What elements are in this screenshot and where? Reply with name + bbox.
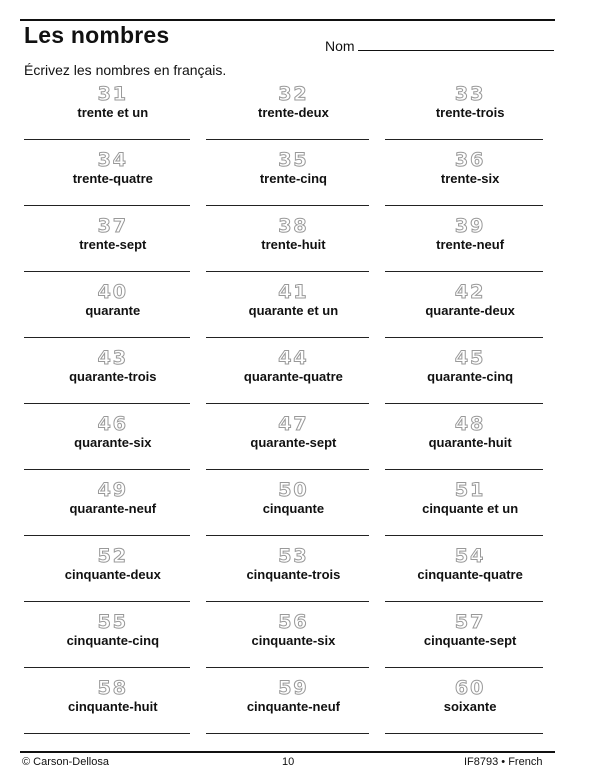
number-word: trente-six — [440, 171, 500, 186]
outlined-number: 55 — [97, 611, 129, 633]
number-word: trente et un — [77, 105, 149, 120]
answer-line[interactable] — [206, 337, 370, 338]
number-word: trente-deux — [258, 105, 329, 120]
number-item — [204, 280, 384, 346]
outlined-number: 32 — [278, 83, 309, 105]
instruction-text: Écrivez les nombres en français. — [24, 62, 227, 78]
outlined-number: 50 — [278, 479, 309, 501]
answer-line[interactable] — [206, 403, 370, 404]
answer-line[interactable] — [24, 271, 190, 272]
number-word: trente-neuf — [436, 237, 505, 252]
answer-line[interactable] — [206, 667, 370, 668]
number-item — [22, 148, 204, 214]
number-word: cinquante-trois — [246, 567, 341, 582]
outlined-number: 40 — [97, 281, 129, 303]
outlined-number: 39 — [454, 215, 486, 237]
number-grid — [22, 82, 557, 742]
number-item — [22, 280, 204, 346]
outlined-number: 34 — [97, 149, 129, 171]
answer-line[interactable] — [24, 667, 190, 668]
number-word: cinquante-neuf — [246, 699, 340, 714]
grid-row — [22, 544, 557, 610]
number-item — [22, 412, 204, 478]
number-word: trente-huit — [261, 237, 326, 252]
grid-row — [22, 214, 557, 280]
number-word: quarante-cinq — [427, 369, 514, 384]
number-item — [204, 214, 384, 280]
number-word: trente-quatre — [72, 171, 153, 186]
number-item — [22, 82, 204, 148]
answer-line[interactable] — [385, 271, 543, 272]
number-item — [204, 544, 384, 610]
number-word: trente-cinq — [259, 171, 327, 186]
number-item — [383, 280, 557, 346]
number-item — [204, 82, 384, 148]
page-title: Les nombres — [24, 22, 170, 48]
outlined-number: 58 — [97, 677, 129, 699]
number-word: cinquante-sept — [423, 633, 517, 648]
answer-line[interactable] — [24, 535, 190, 536]
number-item — [22, 544, 204, 610]
answer-line[interactable] — [206, 601, 370, 602]
number-item — [383, 148, 557, 214]
outlined-number: 49 — [97, 479, 129, 501]
number-item — [204, 148, 384, 214]
number-item — [383, 676, 557, 742]
grid-row — [22, 82, 557, 148]
name-field[interactable] — [358, 50, 554, 51]
answer-line[interactable] — [206, 469, 370, 470]
number-item — [22, 346, 204, 412]
number-word: quarante-quatre — [243, 369, 343, 384]
answer-line[interactable] — [24, 205, 190, 206]
answer-line[interactable] — [24, 469, 190, 470]
outlined-number: 45 — [454, 347, 486, 369]
answer-line[interactable] — [206, 535, 370, 536]
answer-line[interactable] — [385, 667, 543, 668]
number-item — [383, 214, 557, 280]
number-word: quarante-six — [74, 435, 152, 450]
outlined-number: 46 — [97, 413, 129, 435]
outlined-number: 33 — [454, 83, 486, 105]
answer-line[interactable] — [385, 205, 543, 206]
answer-line[interactable] — [24, 601, 190, 602]
answer-line[interactable] — [24, 403, 190, 404]
grid-row — [22, 148, 557, 214]
number-word: soixante — [443, 699, 497, 714]
answer-line[interactable] — [24, 337, 190, 338]
number-word: quarante-huit — [428, 435, 512, 450]
top-rule — [20, 19, 555, 21]
grid-row — [22, 478, 557, 544]
outlined-number: 41 — [278, 281, 309, 303]
answer-line[interactable] — [385, 535, 543, 536]
number-item — [204, 478, 384, 544]
number-item — [383, 346, 557, 412]
number-item — [204, 676, 384, 742]
name-label: Nom — [325, 38, 355, 54]
bottom-rule — [20, 751, 555, 753]
number-word: quarante et un — [248, 303, 339, 318]
number-word: quarante-deux — [425, 303, 515, 318]
outlined-number: 47 — [278, 413, 309, 435]
answer-line[interactable] — [385, 733, 543, 734]
number-item — [204, 412, 384, 478]
number-item — [22, 676, 204, 742]
answer-line[interactable] — [385, 469, 543, 470]
number-item — [383, 544, 557, 610]
outlined-number: 38 — [278, 215, 309, 237]
grid-row — [22, 676, 557, 742]
page-number: 10 — [282, 756, 295, 768]
outlined-number: 43 — [97, 347, 129, 369]
answer-line[interactable] — [206, 271, 370, 272]
number-item — [383, 82, 557, 148]
outlined-number: 51 — [454, 479, 486, 501]
outlined-number: 31 — [97, 83, 129, 105]
footer-copyright: © Carson-Dellosa — [22, 756, 109, 768]
answer-line[interactable] — [385, 337, 543, 338]
number-word: cinquante-huit — [68, 699, 158, 714]
grid-row — [22, 280, 557, 346]
outlined-number: 44 — [278, 347, 309, 369]
number-item — [383, 610, 557, 676]
number-word: quarante — [85, 303, 141, 318]
number-word: cinquante et un — [422, 501, 519, 516]
number-word: cinquante-deux — [64, 567, 161, 582]
outlined-number: 37 — [97, 215, 129, 237]
number-item — [383, 478, 557, 544]
answer-line[interactable] — [385, 139, 543, 140]
number-word: cinquante-six — [251, 633, 336, 648]
outlined-number: 52 — [97, 545, 129, 567]
number-word: trente-sept — [79, 237, 147, 252]
answer-line[interactable] — [206, 205, 370, 206]
outlined-number: 36 — [454, 149, 486, 171]
grid-row — [22, 610, 557, 676]
number-word: cinquante-quatre — [417, 567, 523, 582]
grid-row — [22, 346, 557, 412]
number-item — [204, 346, 384, 412]
answer-line[interactable] — [24, 139, 190, 140]
footer-code: IF8793 • French — [464, 756, 543, 768]
number-item — [383, 412, 557, 478]
outlined-number: 48 — [454, 413, 486, 435]
outlined-number: 57 — [454, 611, 486, 633]
number-word: quarante-sept — [250, 435, 337, 450]
number-item — [22, 214, 204, 280]
answer-line[interactable] — [385, 601, 543, 602]
number-word: cinquante — [262, 501, 325, 516]
outlined-number: 42 — [454, 281, 486, 303]
number-word: quarante-trois — [69, 369, 157, 384]
outlined-number: 35 — [278, 149, 309, 171]
outlined-number: 56 — [278, 611, 309, 633]
outlined-number: 60 — [454, 677, 486, 699]
answer-line[interactable] — [24, 733, 190, 734]
grid-row — [22, 412, 557, 478]
answer-line[interactable] — [206, 139, 370, 140]
outlined-number: 53 — [278, 545, 309, 567]
number-word: cinquante-cinq — [66, 633, 160, 648]
outlined-number: 59 — [278, 677, 309, 699]
number-item — [22, 610, 204, 676]
number-item — [204, 610, 384, 676]
number-word: trente-trois — [435, 105, 505, 120]
number-item — [22, 478, 204, 544]
answer-line[interactable] — [385, 403, 543, 404]
answer-line[interactable] — [206, 733, 370, 734]
number-word: quarante-neuf — [69, 501, 157, 516]
outlined-number: 54 — [454, 545, 486, 567]
